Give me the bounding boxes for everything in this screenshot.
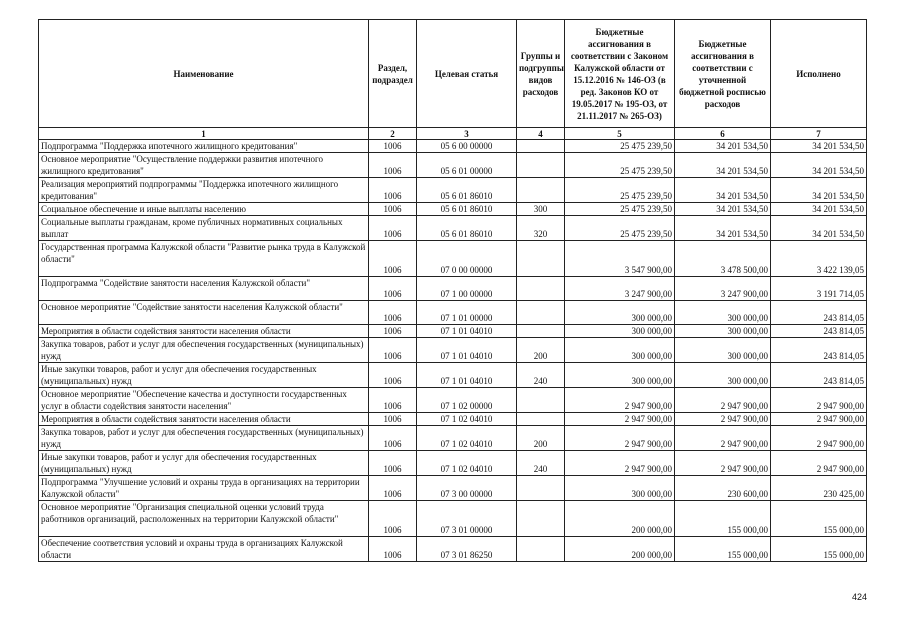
cell-refined: 2 947 900,00: [675, 426, 771, 451]
cell-refined: 3 478 500,00: [675, 241, 771, 277]
table-row: [39, 537, 867, 562]
cell-section: 1006: [369, 363, 417, 388]
cell-executed: 2 947 900,00: [771, 413, 867, 426]
cell-target: 07 1 02 04010: [417, 413, 517, 426]
header-target: Целевая статья: [417, 20, 517, 128]
cell-target: 05 6 01 86010: [417, 216, 517, 241]
cell-refined: 155 000,00: [675, 537, 771, 562]
cell-executed: 155 000,00: [771, 537, 867, 562]
cell-name: Основное мероприятие "Содействие занятости населения Калужской области": [39, 301, 369, 325]
cell-law: 2 947 900,00: [565, 413, 675, 426]
cell-executed: 34 201 534,50: [771, 203, 867, 216]
cell-group: [517, 501, 565, 537]
column-number: 5: [565, 128, 675, 140]
cell-executed: 230 425,00: [771, 476, 867, 501]
cell-target: 07 3 00 00000: [417, 476, 517, 501]
cell-refined: 34 201 534,50: [675, 203, 771, 216]
cell-refined: 230 600,00: [675, 476, 771, 501]
cell-law: 2 947 900,00: [565, 451, 675, 476]
cell-name: Социальные выплаты гражданам, кроме публичных нормативных социальных выплат: [39, 216, 369, 241]
header-executed: Исполнено: [771, 20, 867, 128]
table-row: [39, 413, 867, 426]
table-row: [39, 178, 867, 203]
cell-executed: 243 814,05: [771, 301, 867, 325]
cell-name: Реализация мероприятий подпрограммы "Поддержка ипотечного жилищного кредитования": [39, 178, 369, 203]
cell-group: 300: [517, 203, 565, 216]
header-refined: Бюджетные ассигнования в соответствии с уточненной бюджетной росписью расходов: [675, 20, 771, 128]
cell-name: Закупка товаров, работ и услуг для обеспечения государственных (муниципальных) нужд: [39, 426, 369, 451]
cell-section: 1006: [369, 203, 417, 216]
cell-refined: 2 947 900,00: [675, 413, 771, 426]
cell-target: 05 6 00 00000: [417, 140, 517, 153]
cell-law: 25 475 239,50: [565, 203, 675, 216]
column-number: 2: [369, 128, 417, 140]
table-row: [39, 325, 867, 338]
cell-group: [517, 241, 565, 277]
table-row: [39, 216, 867, 241]
cell-refined: 300 000,00: [675, 325, 771, 338]
cell-group: 200: [517, 338, 565, 363]
cell-refined: 300 000,00: [675, 363, 771, 388]
cell-name: Мероприятия в области содействия занятости населения области: [39, 413, 369, 426]
column-number: 3: [417, 128, 517, 140]
column-number: 4: [517, 128, 565, 140]
cell-section: 1006: [369, 140, 417, 153]
cell-section: 1006: [369, 325, 417, 338]
cell-law: 25 475 239,50: [565, 178, 675, 203]
cell-section: 1006: [369, 301, 417, 325]
cell-refined: 34 201 534,50: [675, 153, 771, 178]
cell-executed: 34 201 534,50: [771, 216, 867, 241]
cell-target: 07 0 00 00000: [417, 241, 517, 277]
cell-name: Основное мероприятие "Обеспечение качества и доступности государственных услуг в области содействия занятости населения": [39, 388, 369, 413]
cell-section: 1006: [369, 241, 417, 277]
cell-target: 07 1 02 04010: [417, 451, 517, 476]
cell-refined: 34 201 534,50: [675, 178, 771, 203]
cell-name: Государственная программа Калужской области "Развитие рынка труда в Калужской области": [39, 241, 369, 277]
cell-refined: 300 000,00: [675, 338, 771, 363]
cell-group: [517, 476, 565, 501]
cell-target: 05 6 01 86010: [417, 203, 517, 216]
cell-refined: 300 000,00: [675, 301, 771, 325]
cell-law: 25 475 239,50: [565, 216, 675, 241]
cell-refined: 34 201 534,50: [675, 216, 771, 241]
page-number: 424: [851, 592, 867, 602]
table-row: [39, 241, 867, 277]
cell-section: 1006: [369, 153, 417, 178]
cell-group: 320: [517, 216, 565, 241]
column-number-row: [39, 128, 867, 140]
cell-section: 1006: [369, 216, 417, 241]
table-row: [39, 140, 867, 153]
header-name: Наименование: [39, 20, 369, 128]
cell-target: 07 1 01 00000: [417, 301, 517, 325]
cell-executed: 243 814,05: [771, 363, 867, 388]
cell-target: 07 1 02 04010: [417, 426, 517, 451]
table-row: [39, 277, 867, 301]
table-row: [39, 363, 867, 388]
cell-group: [517, 413, 565, 426]
cell-name: Иные закупки товаров, работ и услуг для обеспечения государственных (муниципальных) нужд: [39, 451, 369, 476]
table-row: [39, 301, 867, 325]
cell-law: 300 000,00: [565, 476, 675, 501]
cell-section: 1006: [369, 451, 417, 476]
cell-executed: 243 814,05: [771, 338, 867, 363]
cell-refined: 155 000,00: [675, 501, 771, 537]
cell-section: 1006: [369, 476, 417, 501]
cell-name: Подпрограмма "Содействие занятости населения Калужской области": [39, 277, 369, 301]
cell-executed: 2 947 900,00: [771, 388, 867, 413]
cell-executed: 34 201 534,50: [771, 178, 867, 203]
cell-law: 300 000,00: [565, 363, 675, 388]
header-group: Группы и подгруппы видов расходов: [517, 20, 565, 128]
cell-section: 1006: [369, 388, 417, 413]
cell-law: 300 000,00: [565, 301, 675, 325]
cell-name: Закупка товаров, работ и услуг для обеспечения государственных (муниципальных) нужд: [39, 338, 369, 363]
budget-table: [38, 19, 867, 562]
cell-name: Иные закупки товаров, работ и услуг для обеспечения государственных (муниципальных) нужд: [39, 363, 369, 388]
cell-refined: 2 947 900,00: [675, 451, 771, 476]
cell-section: 1006: [369, 426, 417, 451]
table-body: [39, 140, 867, 562]
cell-target: 07 1 01 04010: [417, 363, 517, 388]
cell-target: 07 1 01 04010: [417, 338, 517, 363]
table-row: [39, 426, 867, 451]
cell-executed: 34 201 534,50: [771, 140, 867, 153]
cell-group: [517, 325, 565, 338]
cell-executed: 155 000,00: [771, 501, 867, 537]
header-row: [39, 20, 867, 128]
cell-group: 200: [517, 426, 565, 451]
cell-law: 25 475 239,50: [565, 140, 675, 153]
cell-law: 300 000,00: [565, 325, 675, 338]
table-row: [39, 153, 867, 178]
cell-target: 07 1 01 04010: [417, 325, 517, 338]
table-row: [39, 451, 867, 476]
cell-group: [517, 537, 565, 562]
cell-name: Основное мероприятие "Организация специальной оценки условий труда работников организаций, расположенных на территории Калужской области": [39, 501, 369, 537]
cell-refined: 3 247 900,00: [675, 277, 771, 301]
table-row: [39, 476, 867, 501]
cell-law: 3 247 900,00: [565, 277, 675, 301]
cell-law: 2 947 900,00: [565, 388, 675, 413]
table-row: [39, 501, 867, 537]
cell-executed: 243 814,05: [771, 325, 867, 338]
header-law: Бюджетные ассигнования в соответствии с Законом Калужской области от 15.12.2016 № 146-ОЗ (в ред. Законов КО от 19.05.2017 № 195-ОЗ, от 21.11.2017 № 265-ОЗ): [565, 20, 675, 128]
cell-name: Основное мероприятие "Осуществление поддержки развития ипотечного жилищного кредитования": [39, 153, 369, 178]
cell-section: 1006: [369, 178, 417, 203]
column-number: 7: [771, 128, 867, 140]
table-row: [39, 203, 867, 216]
cell-group: 240: [517, 363, 565, 388]
cell-executed: 34 201 534,50: [771, 153, 867, 178]
header-section: Раздел, подраздел: [369, 20, 417, 128]
column-number: 1: [39, 128, 369, 140]
cell-section: 1006: [369, 413, 417, 426]
cell-group: 240: [517, 451, 565, 476]
cell-refined: 2 947 900,00: [675, 388, 771, 413]
table-row: [39, 388, 867, 413]
cell-section: 1006: [369, 338, 417, 363]
cell-group: [517, 301, 565, 325]
cell-section: 1006: [369, 501, 417, 537]
cell-group: [517, 178, 565, 203]
cell-group: [517, 153, 565, 178]
cell-group: [517, 140, 565, 153]
cell-law: 200 000,00: [565, 501, 675, 537]
cell-law: 25 475 239,50: [565, 153, 675, 178]
cell-section: 1006: [369, 277, 417, 301]
cell-name: Подпрограмма "Улучшение условий и охраны труда в организациях на территории Калужской области": [39, 476, 369, 501]
cell-refined: 34 201 534,50: [675, 140, 771, 153]
cell-section: 1006: [369, 537, 417, 562]
cell-executed: 3 422 139,05: [771, 241, 867, 277]
column-number: 6: [675, 128, 771, 140]
cell-name: Мероприятия в области содействия занятости населения области: [39, 325, 369, 338]
table-row: [39, 338, 867, 363]
cell-target: 07 3 01 86250: [417, 537, 517, 562]
cell-target: 07 3 01 00000: [417, 501, 517, 537]
cell-target: 07 1 02 00000: [417, 388, 517, 413]
cell-executed: 3 191 714,05: [771, 277, 867, 301]
cell-name: Обеспечение соответствия условий и охраны труда в организациях Калужской области: [39, 537, 369, 562]
cell-law: 2 947 900,00: [565, 426, 675, 451]
cell-name: Подпрограмма "Поддержка ипотечного жилищного кредитования": [39, 140, 369, 153]
cell-name: Социальное обеспечение и иные выплаты населению: [39, 203, 369, 216]
cell-group: [517, 277, 565, 301]
cell-executed: 2 947 900,00: [771, 451, 867, 476]
cell-group: [517, 388, 565, 413]
cell-law: 200 000,00: [565, 537, 675, 562]
cell-target: 05 6 01 86010: [417, 178, 517, 203]
cell-law: 300 000,00: [565, 338, 675, 363]
cell-law: 3 547 900,00: [565, 241, 675, 277]
cell-target: 07 1 00 00000: [417, 277, 517, 301]
cell-target: 05 6 01 00000: [417, 153, 517, 178]
cell-executed: 2 947 900,00: [771, 426, 867, 451]
